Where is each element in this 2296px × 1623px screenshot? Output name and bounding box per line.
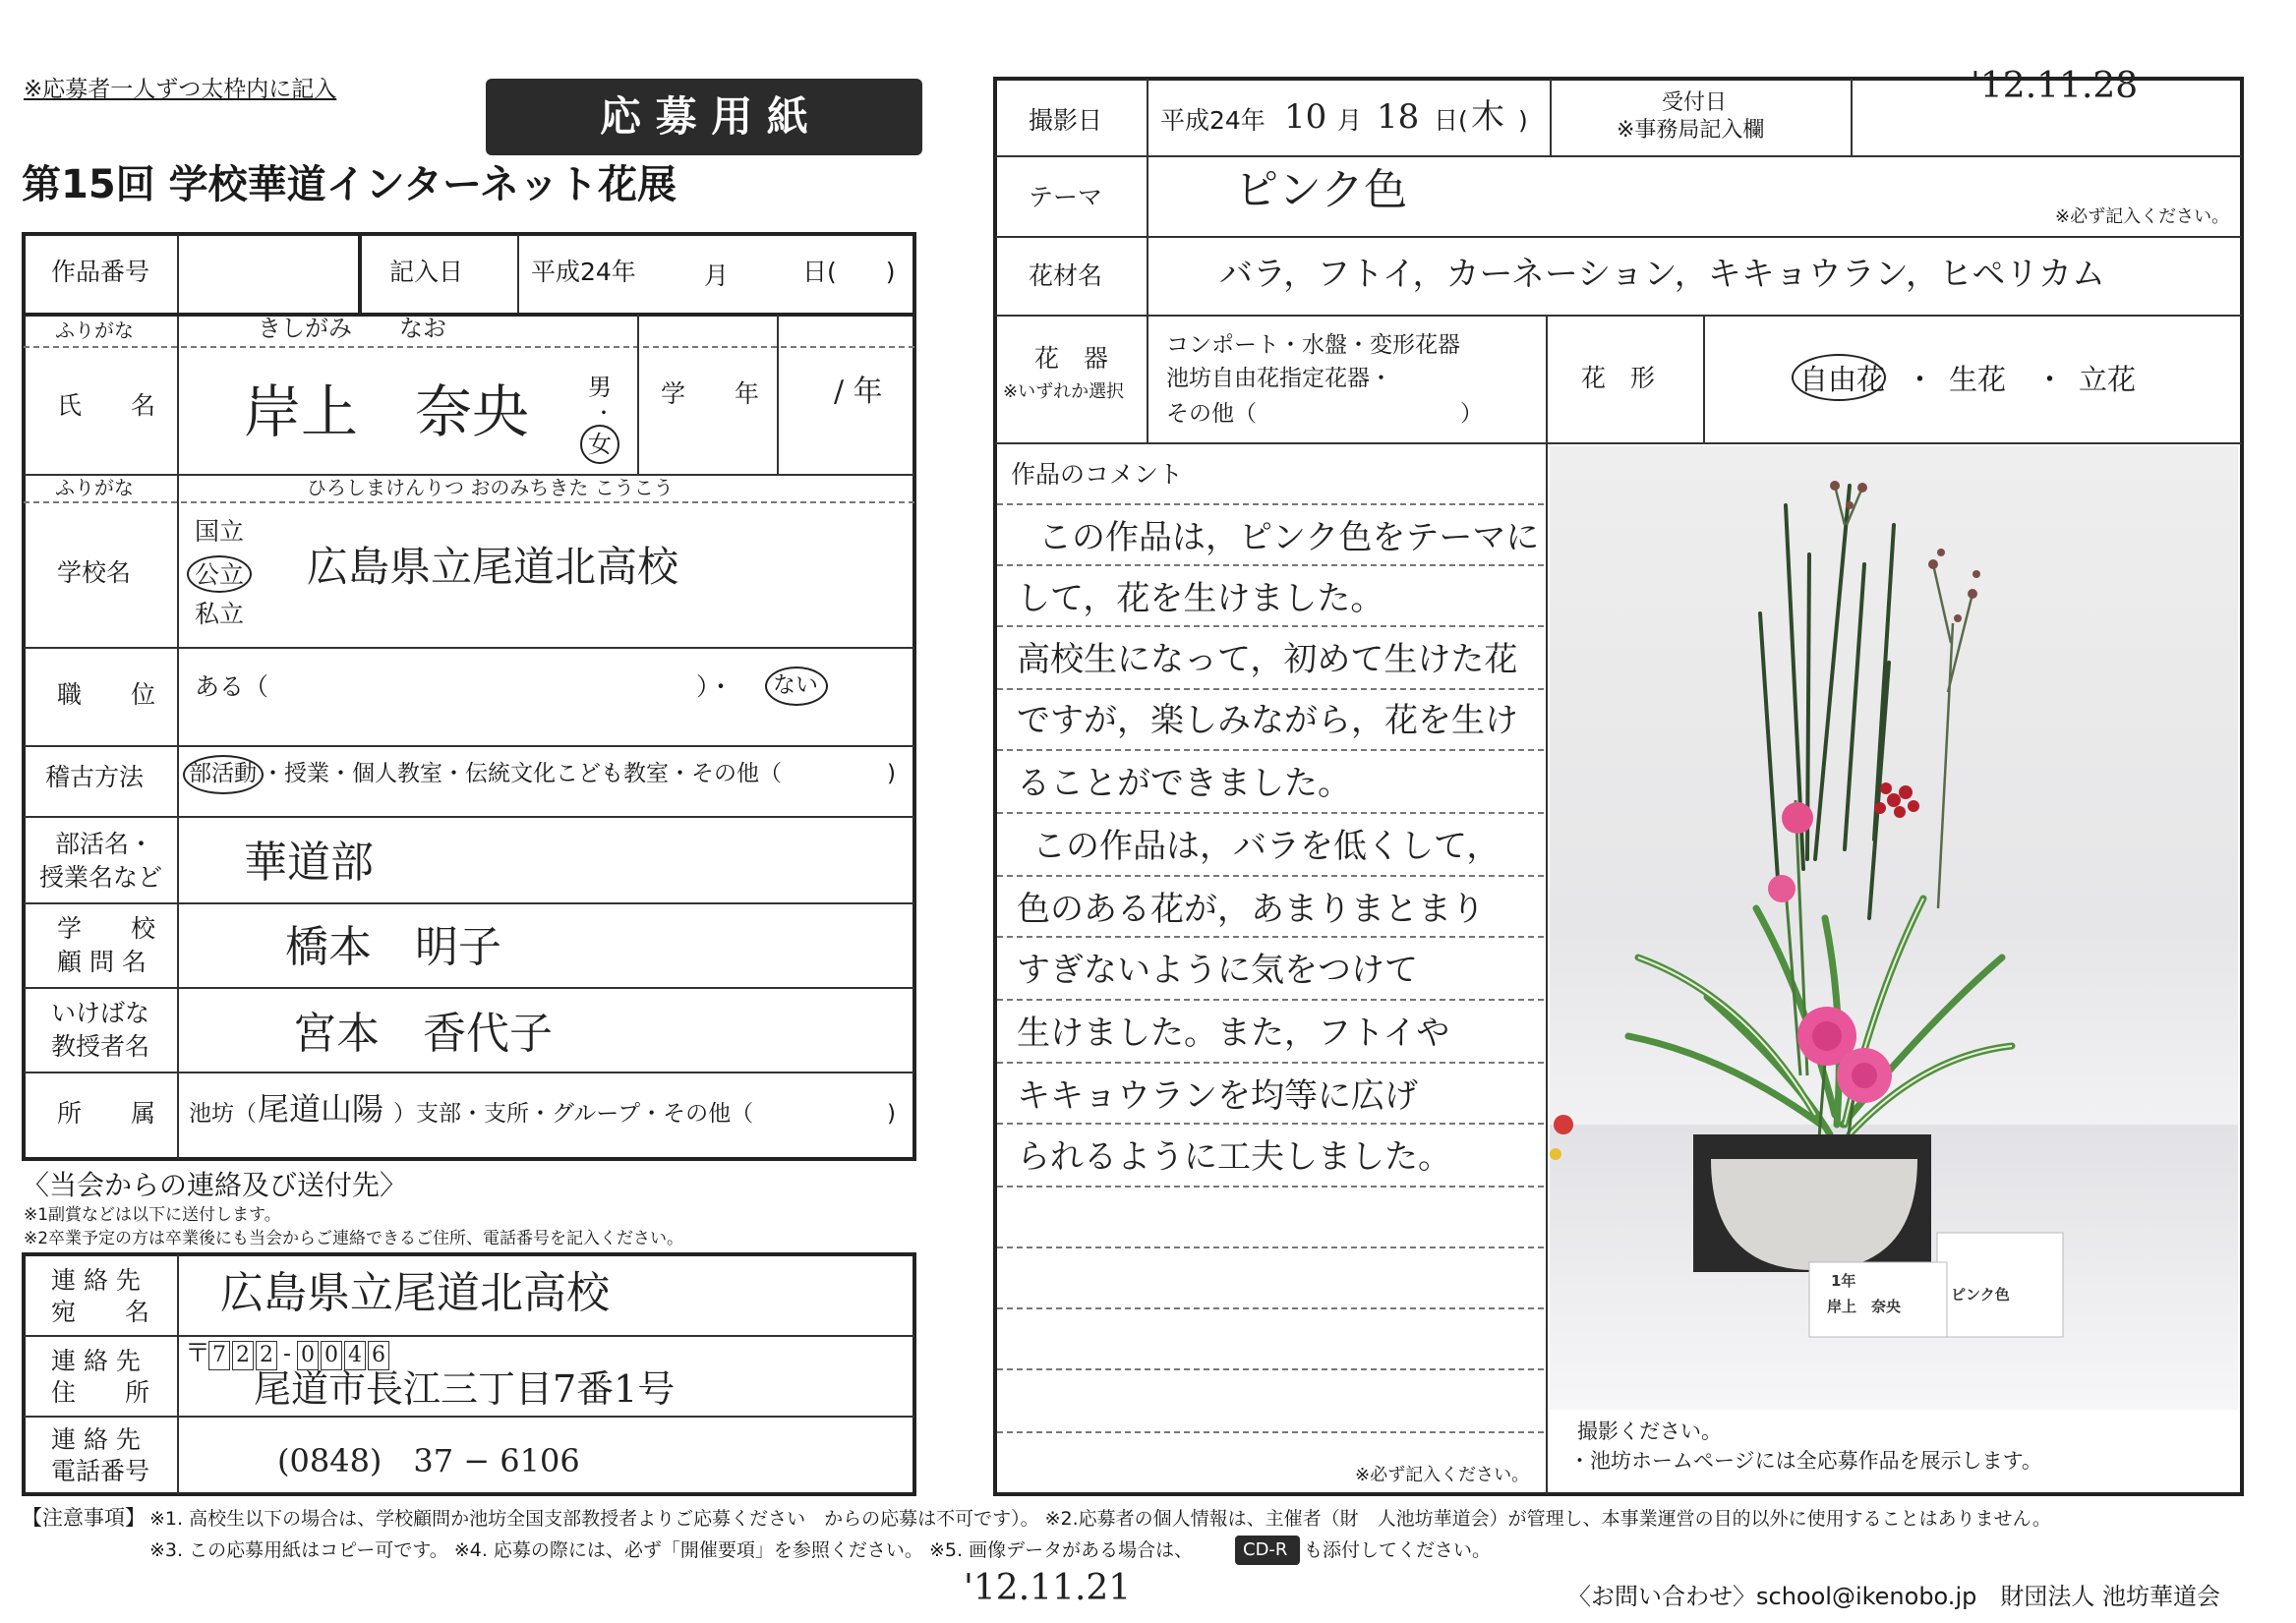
notes-line-2-end: も添付してください。 xyxy=(1304,1539,1492,1561)
dest-label-2: 宛 名 xyxy=(51,1298,150,1326)
comment-line[interactable]: キキョウランを均等に広げ xyxy=(1017,1076,1418,1116)
entry-month-label: 月 xyxy=(704,261,730,290)
shoot-weekday-value[interactable]: 木 xyxy=(1471,97,1504,137)
materials-label: 花材名 xyxy=(1029,261,1103,290)
shoot-month-label: 月 xyxy=(1337,106,1363,135)
vessel-sub-label: ※いずれか選択 xyxy=(1003,381,1125,402)
shoot-day-close: ) xyxy=(1518,106,1528,135)
affiliation-options[interactable]: ）支部・支所・グループ・その他（ xyxy=(393,1101,754,1127)
style-separator: ・ xyxy=(1906,363,1935,396)
position-label: 職 位 xyxy=(57,680,156,709)
club-value[interactable]: 華道部 xyxy=(244,838,374,888)
style-separator: ・ xyxy=(2035,363,2065,396)
materials-value[interactable]: バラ，フトイ，カーネーション，キキョウラン，ヒペリカム xyxy=(1219,255,2105,294)
receipt-label-2: ※事務局記入欄 xyxy=(1617,118,1765,143)
advisor-label-2: 顧 問 名 xyxy=(57,948,147,976)
practice-club[interactable]: 部活動 xyxy=(189,761,257,786)
contact-note-2: ※2卒業予定の方は卒業後にも当会からご連絡できるご住所、電話番号を記入ください。 xyxy=(24,1229,684,1248)
addr-label-1: 連 絡 先 xyxy=(51,1347,141,1375)
bottom-stamp: '12.11.21 xyxy=(964,1568,1132,1608)
comment-label: 作品のコメント xyxy=(1011,460,1184,489)
comment-line[interactable]: すぎないように気をつけて xyxy=(1017,951,1418,990)
sex-separator: ・ xyxy=(594,401,614,425)
shoot-date-year: 平成24年 xyxy=(1160,106,1266,135)
photo-note-2: ・池坊ホームページには全応募作品を展示します。 xyxy=(1569,1449,2042,1473)
vessel-option-1[interactable]: コンポート・水盤・変形花器 xyxy=(1166,332,1460,358)
postal-mark: 〒 xyxy=(185,1339,211,1368)
school-name-value[interactable]: 広島県立尾道北高校 xyxy=(307,543,679,591)
ikebana-photo-image xyxy=(1550,446,2238,1410)
inquiry-text[interactable]: 〈お問い合わせ〉school@ikenobo.jp 財団法人 池坊華道会 xyxy=(1567,1583,2220,1610)
practice-close: ) xyxy=(887,761,896,786)
receipt-field xyxy=(1854,81,2240,153)
practice-options[interactable]: ・授業・個人教室・伝統文化こども教室・その他（ xyxy=(262,761,782,786)
affiliation-prefix: 池坊（ xyxy=(189,1101,257,1127)
addr-label-2: 住 所 xyxy=(51,1378,150,1407)
entry-date-label: 記入日 xyxy=(389,258,464,286)
dest-label-1: 連 絡 先 xyxy=(51,1266,141,1295)
position-text[interactable]: ある（ xyxy=(195,672,269,701)
photo-card-name: 岸上 奈央 xyxy=(1827,1298,1902,1315)
vessel-label: 花 器 xyxy=(1034,344,1109,373)
event-title: 第15回 学校華道インターネット花展 xyxy=(22,162,677,207)
phone-label-1: 連 絡 先 xyxy=(51,1425,141,1454)
notes-line-1: ※1. 高校生以下の場合は、学校顧問か池坊全国支部教授者よりご応募ください からの応募は不可です）。 ※2.応募者の個人情報は、主催者（財 人池坊華道会）が管理し、本事業運営の目的以外に使用することはありません。 xyxy=(149,1508,2051,1530)
school-label: 学校名 xyxy=(57,558,132,587)
comment-line[interactable]: 生けました。また，フトイや xyxy=(1017,1014,1450,1053)
vessel-option-2[interactable]: 池坊自由花指定花器・ xyxy=(1166,366,1392,391)
instruction-text: ※応募者一人ずつ太枠内に記入 xyxy=(24,77,337,102)
advisor-value[interactable]: 橋本 明子 xyxy=(285,922,501,972)
vessel-option-3[interactable]: その他（ ） xyxy=(1166,401,1483,427)
postal-digit: 6 xyxy=(368,1341,389,1370)
photo-note-1: 撮影ください。 xyxy=(1577,1420,1722,1443)
comment-line[interactable]: 高校生になって，初めて生けた花 xyxy=(1017,640,1518,679)
affiliation-close: ) xyxy=(887,1101,896,1127)
theme-required-note: ※必ず記入ください。 xyxy=(2055,206,2230,227)
theme-value[interactable]: ピンク色 xyxy=(1235,165,1408,215)
postal-digit: 7 xyxy=(208,1341,230,1370)
received-stamp: '12.11.28 xyxy=(1971,66,2139,106)
comment-line[interactable]: この作品は，ピンク色をテーマに xyxy=(1038,518,1540,557)
comment-line[interactable]: 色のある花が，あまりまとまり xyxy=(1017,890,1485,929)
photo-card-grade: 1年 xyxy=(1831,1272,1856,1290)
style-rikka[interactable]: 立花 xyxy=(2079,363,2137,396)
style-free[interactable]: 自由花 xyxy=(1799,363,1886,396)
name-value[interactable]: 岸上 奈央 xyxy=(244,378,530,445)
form-title: 応 募 用 紙 xyxy=(600,92,808,141)
receipt-label-1: 受付日 xyxy=(1662,90,1728,115)
postal-code-boxes[interactable] xyxy=(208,1341,389,1370)
school-furigana-value[interactable]: ひろしまけんりつ おのみちきた こうこう xyxy=(307,476,674,499)
entry-day-label: 日( ) xyxy=(802,258,896,286)
shoot-day-label: 日( xyxy=(1434,106,1468,135)
style-shoka[interactable]: 生花 xyxy=(1949,363,2007,396)
teacher-value[interactable]: 宮本 香代子 xyxy=(293,1009,553,1059)
arrangement-photo xyxy=(1550,446,2238,1410)
school-type-private[interactable]: 私立 xyxy=(195,600,245,628)
comment-line[interactable]: して，花を生けました。 xyxy=(1017,579,1384,618)
practice-label: 稽古方法 xyxy=(45,763,145,791)
postal-digit: 0 xyxy=(297,1341,319,1370)
club-label-1: 部活名・ xyxy=(55,830,154,858)
photo-card-theme: ピンク色 xyxy=(1951,1286,2010,1304)
sex-female[interactable]: 女 xyxy=(588,431,612,458)
name-label: 氏 名 xyxy=(57,391,156,420)
cdr-badge xyxy=(1235,1536,1300,1565)
work-number-label: 作品番号 xyxy=(51,258,150,286)
dest-value[interactable]: 広島県立尾道北高校 xyxy=(220,1268,610,1318)
teacher-label-1: いけばな xyxy=(51,999,150,1027)
work-number-field[interactable] xyxy=(181,236,356,311)
grade-value[interactable]: / 年 xyxy=(834,375,883,409)
style-label: 花 形 xyxy=(1581,364,1656,392)
postal-digit: 2 xyxy=(232,1341,254,1370)
affiliation-branch[interactable]: 尾道山陽 xyxy=(258,1090,384,1128)
form-title-box xyxy=(486,79,922,155)
comment-required-note: ※必ず記入ください。 xyxy=(1355,1465,1530,1485)
shoot-month-value[interactable]: 10 xyxy=(1284,97,1327,137)
teacher-label-2: 教授者名 xyxy=(51,1032,150,1061)
contact-note-1: ※1副賞などは以下に送付します。 xyxy=(24,1205,281,1225)
comment-line[interactable]: この作品は，バラを低くして， xyxy=(1032,827,1501,866)
entry-date-year: 平成24年 xyxy=(531,258,636,286)
name-furigana-value[interactable]: きしがみ なお xyxy=(258,315,446,342)
comment-line[interactable]: ですが，楽しみながら，花を生け xyxy=(1017,701,1518,740)
sex-male[interactable]: 男 xyxy=(588,374,612,401)
postal-dash: - xyxy=(283,1342,291,1366)
postal-digit: 0 xyxy=(321,1341,342,1370)
phone-value[interactable]: (0848) 37 − 6106 xyxy=(277,1442,580,1479)
notes-label: 【注意事項】 xyxy=(22,1506,146,1530)
position-none[interactable]: ない xyxy=(773,672,818,698)
shoot-date-label: 撮影日 xyxy=(1029,106,1103,135)
grade-label: 学 年 xyxy=(661,379,760,408)
position-close: ）・ xyxy=(696,672,734,701)
contact-heading: 〈当会からの連絡及び送付先〉 xyxy=(22,1169,408,1201)
address-value[interactable]: 尾道市長江三丁目7番1号 xyxy=(254,1367,676,1411)
school-type-public[interactable]: 公立 xyxy=(195,560,245,589)
school-furigana-label: ふりがな xyxy=(55,476,134,499)
club-label-2: 授業名など xyxy=(39,863,163,892)
comment-line[interactable]: られるように工夫しました。 xyxy=(1017,1137,1451,1177)
notes-line-2: ※3. この応募用紙はコピー可です。 ※4. 応募の際には、必ず「開催要項」を参照ください。 ※5. 画像データがある場合は、 xyxy=(149,1539,1194,1561)
school-type-national[interactable]: 国立 xyxy=(195,517,245,546)
advisor-label-1: 学 校 xyxy=(57,914,156,943)
affiliation-label: 所 属 xyxy=(57,1099,156,1128)
name-furigana-label: ふりがな xyxy=(55,319,134,342)
postal-digit: 4 xyxy=(344,1341,366,1370)
postal-digit: 2 xyxy=(256,1341,277,1370)
cdr-text: CD-R xyxy=(1243,1539,1288,1560)
shoot-day-value[interactable]: 18 xyxy=(1377,97,1420,137)
comment-line[interactable]: ることができました。 xyxy=(1017,764,1351,803)
theme-label: テーマ xyxy=(1029,183,1103,211)
phone-label-2: 電話番号 xyxy=(51,1457,150,1485)
